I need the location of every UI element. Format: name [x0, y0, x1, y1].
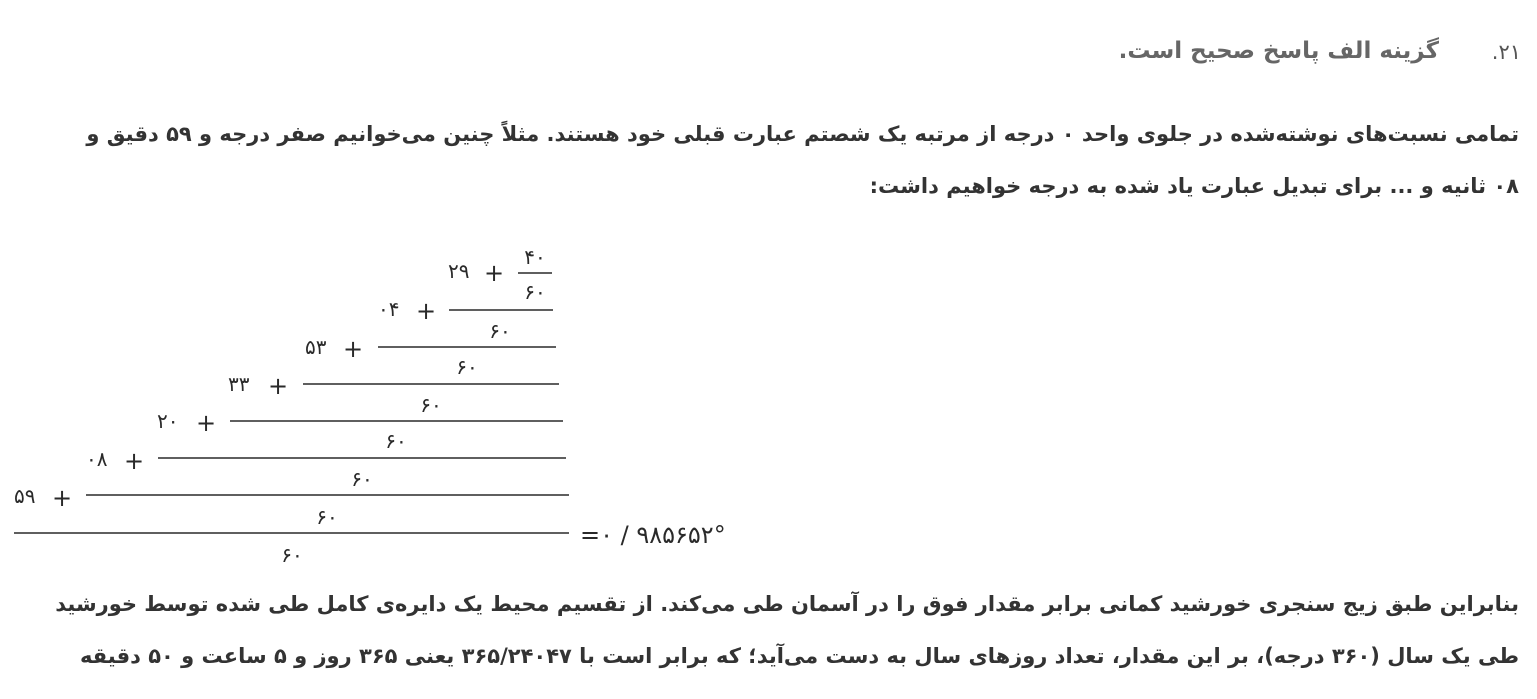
fraction-result: =۰ / ۹۸۵۶۵۲° — [580, 521, 726, 549]
fraction-term-4: ۳۳ — [228, 372, 250, 396]
fraction-term-7: ۵۹ — [14, 484, 36, 508]
plus-sign-6: + — [124, 447, 145, 475]
fraction-term-2: ۰۴ — [378, 297, 400, 321]
paragraph-1-line-1: تمامی نسبت‌های نوشته‌شده در جلوی واحد ۰ درجه از مرتبه یک شصتم عبارت قبلی خود هستند. مثلاً چنین می‌خوانیم صفر درجه و ۵۹ دقیق و — [86, 122, 1519, 146]
fraction-denominator-3: ۶۰ — [456, 355, 478, 379]
fraction-denominator-main: ۶۰ — [281, 543, 303, 567]
question-heading: گزینه الف پاسخ صحیح است. — [1118, 38, 1439, 64]
fraction-term-5: ۲۰ — [157, 409, 179, 433]
paragraph-2-line-1: بنابراین طبق زیج سنجری خورشید کمانی برابر مقدار فوق را در آسمان طی می‌کند. از تقسیم محیط یک دایره‌ی کامل طی شده توسط خورشید — [55, 592, 1519, 616]
fraction-denominator-4: ۶۰ — [420, 393, 442, 417]
fraction-numerator-top: ۴۰ — [524, 245, 546, 269]
fraction-term-6: ۰۸ — [86, 447, 108, 471]
plus-sign-3: + — [343, 335, 364, 363]
fraction-term-3: ۵۳ — [305, 335, 327, 359]
fraction-denominator-7: ۶۰ — [316, 505, 338, 529]
fraction-denominator-2: ۶۰ — [489, 319, 511, 343]
plus-sign-2: + — [416, 297, 437, 325]
plus-sign-4: + — [268, 372, 289, 400]
plus-sign-7: + — [52, 484, 73, 512]
fraction-denominator-1: ۶۰ — [524, 280, 546, 304]
question-number: ۲۱. — [1491, 40, 1521, 64]
paragraph-1-line-2: ۰۸ ثانیه و ... برای تبدیل عبارت یاد شده به درجه خواهیم داشت: — [869, 174, 1519, 198]
fraction-denominator-5: ۶۰ — [385, 429, 407, 453]
fraction-denominator-6: ۶۰ — [351, 467, 373, 491]
paragraph-2-line-2: طی یک سال (۳۶۰ درجه)، بر این مقدار، تعداد روزهای سال به دست می‌آید؛ که برابر است با ۳۶۵/۲۴۰۴۷ یعنی ۳۶۵ روز و ۵ ساعت و ۵۰ دقیقه — [79, 644, 1519, 668]
plus-sign-1: + — [484, 259, 505, 287]
fraction-term-1: ۲۹ — [448, 259, 470, 283]
continued-fraction — [0, 0, 800, 580]
plus-sign-5: + — [196, 409, 217, 437]
